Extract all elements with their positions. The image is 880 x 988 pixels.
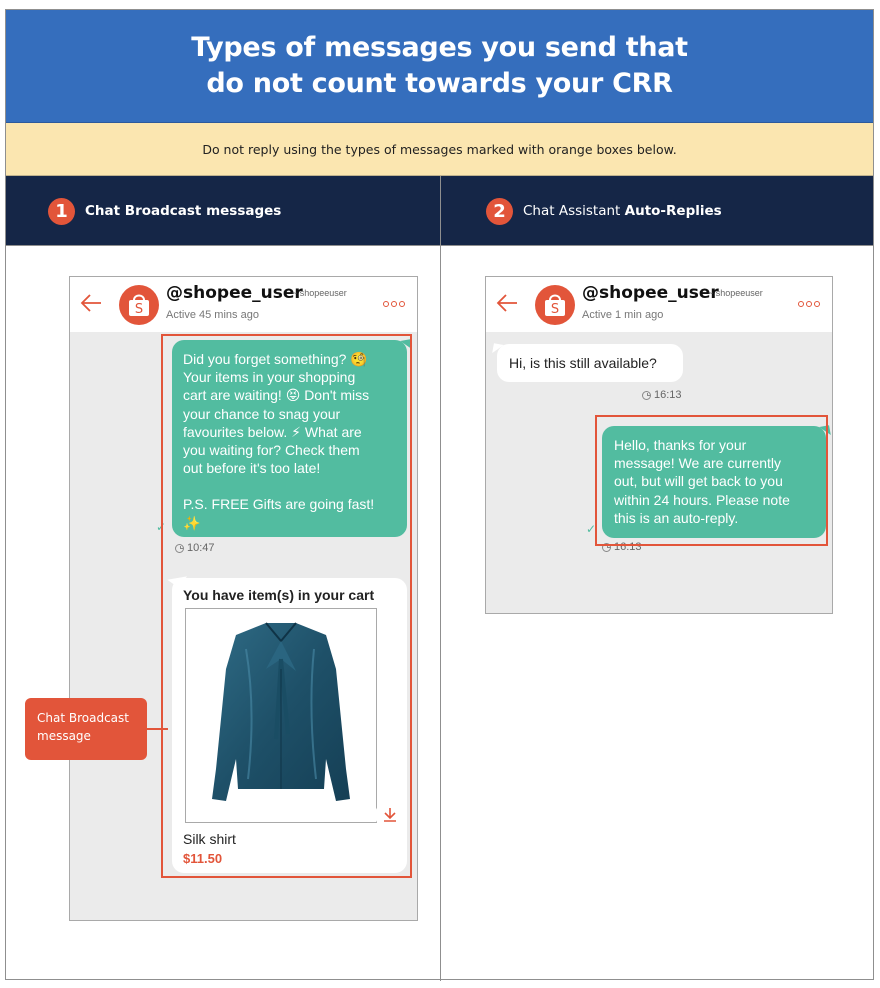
page-title — [191, 30, 688, 102]
svg-text:S: S — [550, 302, 560, 317]
product-price: $11.50 — [183, 851, 223, 866]
chat-header — [70, 277, 417, 332]
chat-username: @shopee_user — [582, 283, 719, 303]
avatar[interactable] — [535, 285, 575, 325]
highlight-box-auto-reply — [595, 415, 828, 546]
message-timestamp: 16:13 — [602, 541, 642, 553]
active-status: Active 45 mins ago — [166, 309, 259, 321]
highlight-box-broadcast — [161, 334, 412, 878]
back-arrow-icon[interactable] — [496, 294, 518, 312]
sent-check-icon: ✓ — [156, 520, 167, 534]
product-name: Silk shirt — [183, 831, 236, 847]
chat-handle: ~ shopeeuser — [708, 288, 763, 298]
incoming-message-bubble: Hi, is this still available? — [497, 344, 683, 382]
message-timestamp: 10:47 — [175, 542, 215, 554]
back-arrow-icon[interactable] — [80, 294, 102, 312]
more-options-icon[interactable] — [383, 301, 405, 307]
warning-note-banner — [6, 123, 873, 176]
number-badge-2: 2 — [486, 198, 513, 225]
chat-handle: ~ shopeeuser — [292, 288, 347, 298]
avatar[interactable] — [119, 285, 159, 325]
section-title-broadcast: Chat Broadcast messages — [85, 203, 282, 219]
column-divider — [440, 176, 441, 981]
title-line-2: do not count towards your CRR — [206, 68, 673, 99]
callout-connector — [147, 728, 168, 730]
warning-note-text: Do not reply using the types of messages marked with orange boxes below. — [202, 141, 677, 157]
active-status: Active 1 min ago — [582, 309, 664, 321]
callout-label-broadcast: Chat Broadcast message — [25, 698, 147, 760]
chat-username: @shopee_user — [166, 283, 303, 303]
sent-check-icon: ✓ — [586, 522, 597, 536]
section-title-prefix: Chat Assistant — [523, 203, 625, 219]
message-timestamp: 16:13 — [642, 389, 682, 401]
title-line-1: Types of messages you send that — [191, 32, 688, 63]
product-card-title: You have item(s) in your cart — [183, 587, 375, 603]
shopee-bag-icon — [127, 292, 151, 318]
clock-icon — [642, 391, 651, 400]
section-heading-broadcast — [48, 176, 281, 246]
infographic-frame — [5, 9, 874, 980]
title-banner — [6, 10, 873, 123]
broadcast-message-bubble: Did you forget something? 🧐 Your items in your shopping cart are waiting! 😝 Don't miss your chance to snag your favourites below. ⚡ What are you waiting for? Check them out before it's too late! P.S. FREE Gifts are going fast! ✨ — [172, 340, 407, 537]
section-title-auto-replies: Auto-Replies — [624, 203, 722, 219]
svg-text:S: S — [134, 302, 144, 317]
auto-reply-bubble: Hello, thanks for your message! We are currently out, but will get back to you within 24 hours. Please note this is an auto-reply. — [602, 426, 826, 538]
section-heading-auto-replies — [486, 176, 722, 246]
more-options-icon[interactable] — [798, 301, 820, 307]
shopee-bag-icon — [543, 292, 567, 318]
number-badge-1: 1 — [48, 198, 75, 225]
chat-header — [486, 277, 832, 332]
